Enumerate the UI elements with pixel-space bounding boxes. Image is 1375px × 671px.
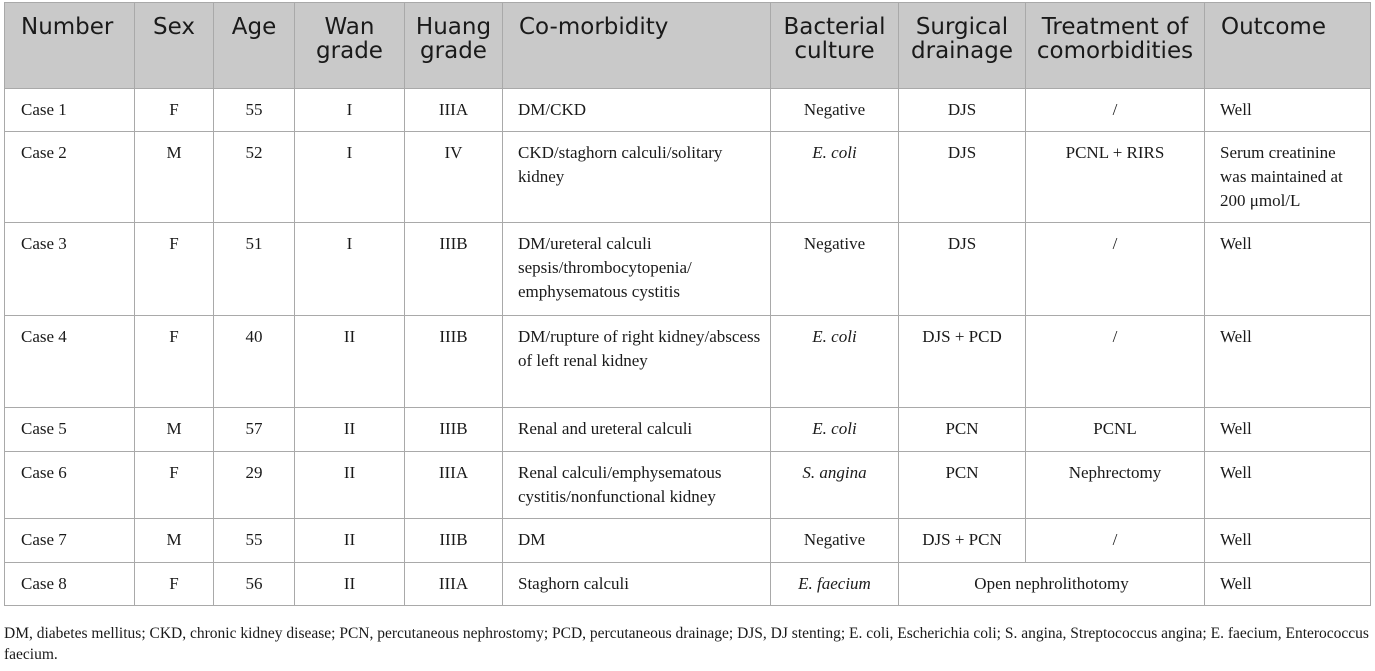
cell-huang-grade: IIIA [405,563,503,606]
cell-age: 29 [214,452,295,519]
table-row [5,223,1371,316]
cell-huang-grade: IV [405,132,503,223]
cell-drainage: PCN [899,452,1026,519]
cell-drainage: DJS + PCD [899,316,1026,408]
cell-number: Case 1 [5,89,135,132]
cell-sex: F [135,316,214,408]
cell-outcome: Well [1205,223,1371,316]
cell-sex: F [135,563,214,606]
header-number: Number [5,3,135,89]
header-age: Age [214,3,295,89]
cell-wan-grade: II [295,316,405,408]
cell-comorbidity: DM/ureteral calculi sepsis/thrombocytopenia/ emphysematous cystitis [503,223,771,316]
cell-number: Case 6 [5,452,135,519]
cell-drainage: DJS [899,132,1026,223]
cell-treatment: / [1026,223,1205,316]
header-outcome: Outcome [1205,3,1371,89]
cell-sex: F [135,452,214,519]
cell-huang-grade: IIIB [405,316,503,408]
cell-wan-grade: II [295,563,405,606]
cell-age: 55 [214,89,295,132]
cell-wan-grade: II [295,408,405,452]
cell-culture: Negative [771,89,899,132]
cell-comorbidity: DM [503,519,771,563]
cell-outcome: Serum creatinine was maintained at 200 μmol/L [1205,132,1371,223]
cell-number: Case 3 [5,223,135,316]
cell-number: Case 7 [5,519,135,563]
cell-drainage: DJS + PCN [899,519,1026,563]
cell-huang-grade: IIIB [405,223,503,316]
cell-age: 57 [214,408,295,452]
cell-treatment: / [1026,89,1205,132]
cell-age: 51 [214,223,295,316]
cell-culture: E. faecium [771,563,899,606]
cell-number: Case 5 [5,408,135,452]
cell-number: Case 2 [5,132,135,223]
cell-culture: Negative [771,519,899,563]
cell-age: 55 [214,519,295,563]
cell-treatment: Nephrectomy [1026,452,1205,519]
cell-drainage: DJS [899,223,1026,316]
cell-treatment: PCNL [1026,408,1205,452]
table-row [5,519,1371,563]
cell-outcome: Well [1205,316,1371,408]
cell-outcome: Well [1205,452,1371,519]
cell-wan-grade: I [295,223,405,316]
cell-wan-grade: I [295,132,405,223]
cell-treatment: / [1026,519,1205,563]
cell-number: Case 4 [5,316,135,408]
cell-huang-grade: IIIB [405,519,503,563]
cell-outcome: Well [1205,89,1371,132]
cell-huang-grade: IIIB [405,408,503,452]
cell-comorbidity: DM/rupture of right kidney/abscess of left renal kidney [503,316,771,408]
table-row [5,132,1371,223]
cell-wan-grade: II [295,452,405,519]
header-comorbidity: Co-morbidity [503,3,771,89]
cell-drainage: DJS [899,89,1026,132]
cell-comorbidity: Staghorn calculi [503,563,771,606]
cell-wan-grade: I [295,89,405,132]
cell-huang-grade: IIIA [405,89,503,132]
cell-culture: S. angina [771,452,899,519]
table-footnote: DM, diabetes mellitus; CKD, chronic kidney disease; PCN, percutaneous nephrostomy; PCD, percutaneous drainage; DJS, DJ stenting; E. coli, Escherichia coli; S. angina, Streptococcus angina; E. faecium, Enterococcus faecium. [4,625,1369,663]
cell-comorbidity: DM/CKD [503,89,771,132]
cell-treatment: / [1026,316,1205,408]
header-surgical-drainage: Surgical drainage [899,3,1026,89]
clinical-cases-table [4,2,1371,606]
cell-comorbidity: Renal and ureteral calculi [503,408,771,452]
cell-age: 40 [214,316,295,408]
cell-culture: E. coli [771,132,899,223]
cell-outcome: Well [1205,519,1371,563]
cell-drainage-treatment-merged: Open nephrolithotomy [899,563,1205,606]
table-row [5,89,1371,132]
cell-comorbidity: CKD/staghorn calculi/solitary kidney [503,132,771,223]
cell-treatment: PCNL + RIRS [1026,132,1205,223]
table-body [5,89,1371,606]
cell-sex: M [135,408,214,452]
header-treatment: Treatment of comorbidities [1026,3,1205,89]
header-wan-grade: Wan grade [295,3,405,89]
cell-sex: F [135,223,214,316]
cell-number: Case 8 [5,563,135,606]
cell-outcome: Well [1205,408,1371,452]
cell-sex: M [135,132,214,223]
header-sex: Sex [135,3,214,89]
cell-huang-grade: IIIA [405,452,503,519]
cell-age: 56 [214,563,295,606]
header-row [5,3,1371,89]
cell-age: 52 [214,132,295,223]
cell-culture: E. coli [771,316,899,408]
cell-sex: F [135,89,214,132]
table-row [5,316,1371,408]
header-huang-grade: Huang grade [405,3,503,89]
cell-drainage: PCN [899,408,1026,452]
table-row [5,408,1371,452]
cell-culture: E. coli [771,408,899,452]
table-header [5,3,1371,89]
cell-wan-grade: II [295,519,405,563]
table-row [5,452,1371,519]
cell-outcome: Well [1205,563,1371,606]
header-bacterial-culture: Bacterial culture [771,3,899,89]
cell-culture: Negative [771,223,899,316]
cell-sex: M [135,519,214,563]
table-row [5,563,1371,606]
cell-comorbidity: Renal calculi/emphysematous cystitis/nonfunctional kidney [503,452,771,519]
